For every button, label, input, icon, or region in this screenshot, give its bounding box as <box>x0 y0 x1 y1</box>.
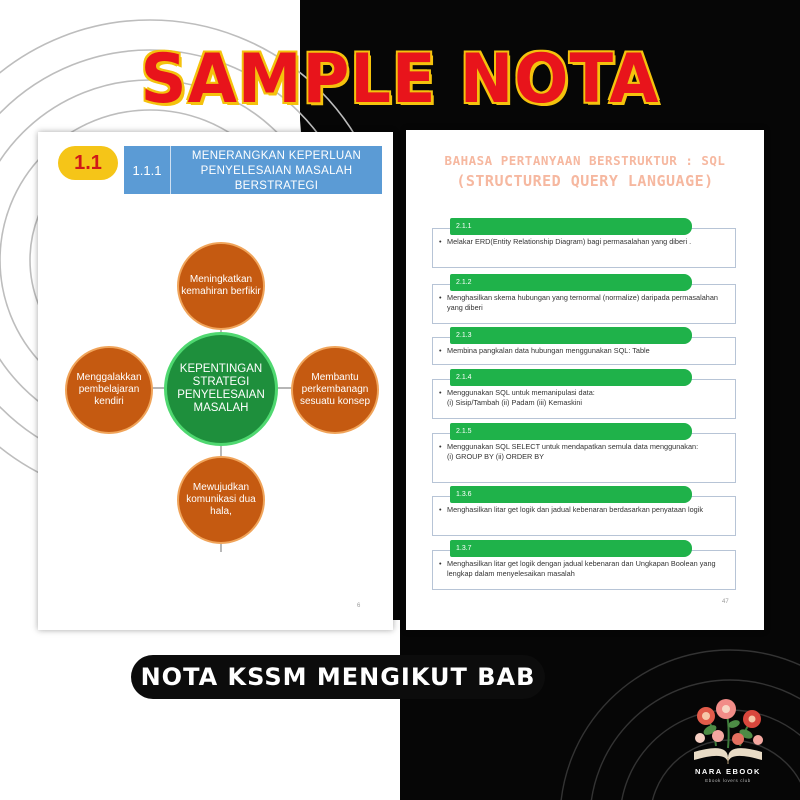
sql-title-line1: BAHASA PERTANYAAN BERSTRUKTUR : SQL <box>444 153 726 168</box>
right-sample-page <box>406 130 764 630</box>
objective-text: • Menghasilkan skema hubungan yang ternormal (normalize) daripada permasalahan yang diberi <box>432 284 736 324</box>
objective-code: 1.3.7 <box>450 540 692 557</box>
topic-header <box>124 146 382 194</box>
logo-tagline: Ebook lovers club <box>705 778 751 783</box>
mindmap-node-right: Membantu perkembanagn sesuatu konsep <box>291 346 379 434</box>
objective-code: 1.3.6 <box>450 486 692 503</box>
topic-title: MENERANGKAN KEPERLUAN PENYELESAIAN MASALAH BERSTRATEGI <box>191 150 362 192</box>
nara-ebook-logo <box>676 690 780 790</box>
left-sample-page <box>38 132 393 630</box>
sql-title-line2: (STRUCTURED QUERY LANGUAGE) <box>456 172 714 190</box>
objective-code: 2.1.2 <box>450 274 692 291</box>
objective-text: • Menggunakan SQL untuk memanipulasi data: (i) Sisip/Tambah (ii) Padam (iii) Kemaskini <box>432 379 736 419</box>
objective-code: 2.1.5 <box>450 423 692 440</box>
objective-text: • Menggunakan SQL SELECT untuk mendapatkan semula data menggunakan: (i) GROUP BY (ii) ORDER BY <box>432 433 736 483</box>
objective-code: 2.1.1 <box>450 218 692 235</box>
topic-number: 1.1.1 <box>124 146 171 194</box>
page-number: 6 <box>357 603 361 609</box>
objective-text: • Membina pangkalan data hubungan menggunakan SQL: Table <box>432 337 736 365</box>
sql-title <box>406 150 764 192</box>
objective-text: • Melakar ERD(Entity Relationship Diagram) bagi permasalahan yang diberi . <box>432 228 736 268</box>
objective-text: • Menghasilkan litar get logik dan jadual kebenaran berdasarkan penyataan logik <box>432 496 736 536</box>
objective-code: 2.1.3 <box>450 327 692 344</box>
objective-text: • Menghasilkan litar get logik dengan jadual kebenaran dan Ungkapan Boolean yang lengkap dalam menyelesaikan masalah <box>432 550 736 590</box>
mindmap-center-node: KEPENTINGAN STRATEGI PENYELESAIAN MASALAH <box>164 332 278 446</box>
nota-kssm-banner: NOTA KSSM MENGIKUT BAB <box>131 655 545 699</box>
section-badge: 1.1 <box>58 146 118 180</box>
page-number: 47 <box>722 599 729 605</box>
headline-sample-nota: SAMPLE NOTA <box>140 40 660 119</box>
mindmap-node-top: Meningkatkan kemahiran berfikir <box>177 242 265 330</box>
objective-code: 2.1.4 <box>450 369 692 386</box>
book-flower-icon <box>676 690 780 768</box>
logo-name: NARA EBOOK <box>695 767 761 776</box>
mindmap-node-bottom: Mewujudkan komunikasi dua hala, <box>177 456 265 544</box>
mindmap-node-left: Menggalakkan pembelajaran kendiri <box>65 346 153 434</box>
